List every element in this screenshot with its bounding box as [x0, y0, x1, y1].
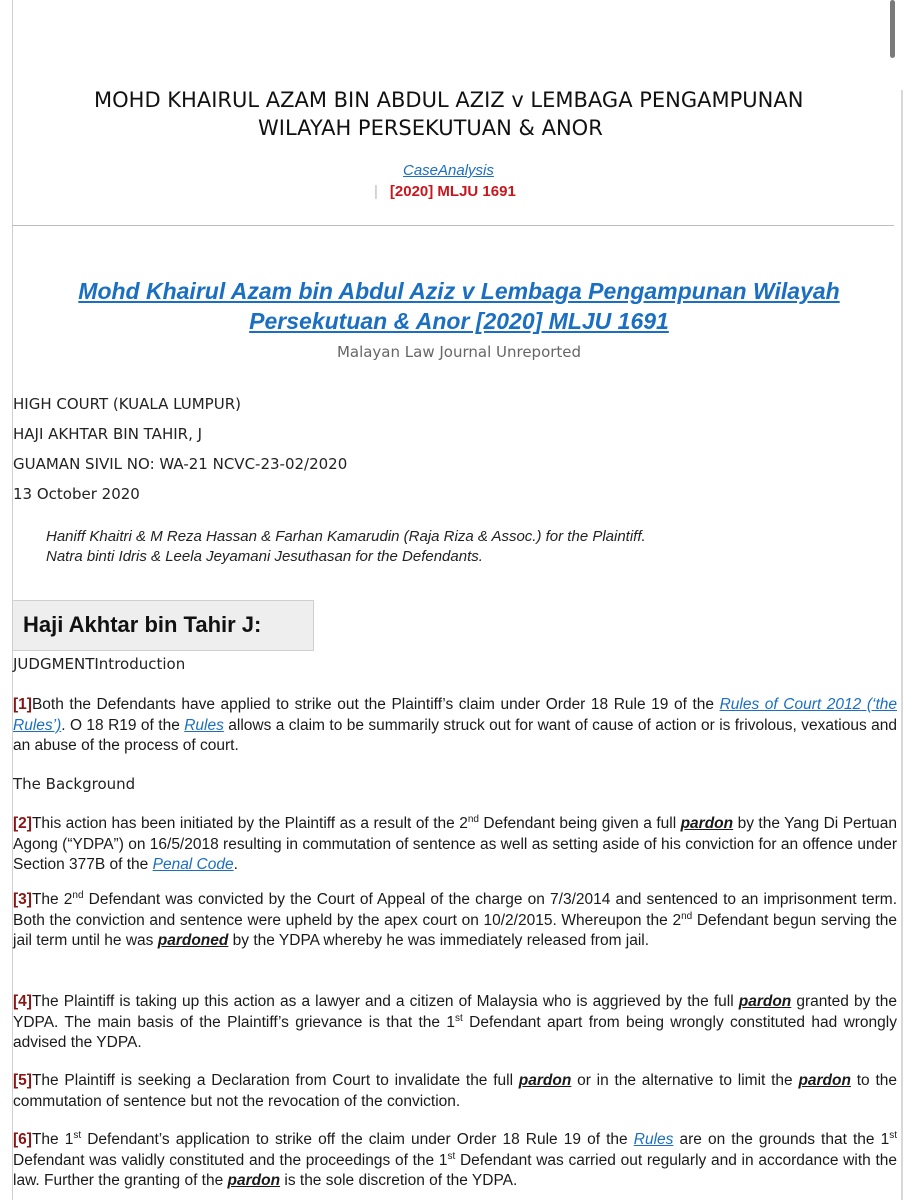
case-heading-link[interactable]	[12, 276, 903, 336]
scrollbar-thumb[interactable]	[890, 0, 895, 58]
paragraph-text: The 2	[31, 891, 73, 908]
keyword-highlight: pardon	[798, 1072, 851, 1089]
paragraph-text: .	[233, 856, 238, 873]
ordinal-suffix: st	[455, 1012, 463, 1024]
judge-heading-box	[12, 600, 314, 651]
keyword-highlight: pardoned	[157, 932, 229, 949]
paragraph-text: . O 18 R19 of the	[61, 716, 185, 734]
document-title-line1: MOHD KHAIRUL AZAM BIN ABDUL AZIZ v LEMBAGA PENGAMPUNAN	[94, 88, 804, 112]
keyword-highlight: pardon	[680, 815, 734, 832]
paragraph-number: [6]	[13, 1131, 32, 1148]
paragraph-text: Defendant was carried out regularly and in accordance with the law. Further the granting of the	[13, 1151, 897, 1189]
ordinal-suffix: st	[447, 1150, 456, 1162]
citation-separator: |	[374, 183, 378, 200]
paragraph-2	[13, 814, 897, 876]
case-heading-line2: Persekutuan & Anor [2020] MLJU 1691	[249, 308, 669, 334]
section-introduction: JUDGMENTIntroduction	[13, 655, 186, 673]
suit-number: GUAMAN SIVIL NO: WA-21 NCVC-23-02/2020	[13, 455, 348, 473]
paragraph-text: are on the grounds that the 1	[673, 1131, 890, 1148]
paragraph-text: granted by the YDPA. The main basis of the Plaintiff’s grievance is that the 1	[13, 993, 897, 1031]
paragraph-6	[13, 1130, 897, 1192]
paragraph-1	[13, 695, 897, 757]
paragraph-text: is the sole discretion of the YDPA.	[280, 1172, 518, 1189]
paragraph-text: Both the Defendants have applied to strike out the Plaintiff’s claim under Order 18 Rule 19 of the	[31, 696, 720, 713]
paragraph-number: [5]	[13, 1072, 32, 1089]
citation-text: [2020] MLJU 1691	[389, 183, 516, 200]
judge-name: HAJI AKHTAR BIN TAHIR, J	[13, 425, 203, 443]
paragraph-text: The Plaintiff is seeking a Declaration from Court to invalidate the full	[31, 1072, 519, 1089]
paragraph-text: Defendant apart from being wrongly constituted had wrongly advised the YDPA.	[13, 1013, 897, 1051]
judge-heading: Haji Akhtar bin Tahir J:	[23, 612, 262, 637]
section-background: The Background	[13, 775, 136, 793]
ordinal-suffix: st	[73, 1129, 82, 1141]
paragraph-text: This action has been initiated by the Plaintiff as a result of the 2	[31, 815, 468, 832]
judgment-date: 13 October 2020	[13, 485, 140, 503]
case-analysis-link[interactable]: CaseAnalysis	[403, 162, 494, 179]
paragraph-text: by the YDPA whereby he was immediately released from jail.	[228, 932, 650, 949]
ordinal-suffix: st	[889, 1129, 898, 1141]
document-title-line2: WILAYAH PERSEKUTUAN & ANOR	[258, 116, 603, 140]
counsel-defendants: Natra binti Idris & Leela Jeyamani Jesuthasan for the Defendants.	[46, 548, 483, 565]
paragraph-text: The Plaintiff is taking up this action as a lawyer and a citizen of Malaysia who is aggrieved by the full	[31, 993, 739, 1010]
court-name: HIGH COURT (KUALA LUMPUR)	[13, 395, 241, 413]
journal-name: Malayan Law Journal Unreported	[336, 343, 582, 361]
citation-line	[374, 183, 516, 200]
paragraph-text: allows a claim to be summarily struck out for want of cause of action or is frivolous, vexatious and an abuse of the process of court.	[13, 716, 897, 754]
rules-link[interactable]: Rules	[184, 716, 224, 734]
paragraph-number: [3]	[13, 891, 32, 908]
penal-code-link[interactable]: Penal Code	[152, 856, 234, 873]
rules-link[interactable]: Rules	[633, 1131, 674, 1148]
paragraph-4	[13, 992, 897, 1054]
keyword-highlight: pardon	[518, 1072, 572, 1089]
paragraph-text: Defendant begun serving the jail term until he was	[13, 911, 897, 949]
keyword-highlight: pardon	[227, 1172, 281, 1189]
paragraph-text: Defendant’s application to strike off the claim under Order 18 Rule 19 of the	[81, 1131, 634, 1148]
paragraph-text: by the Yang Di Pertuan Agong (“YDPA”) on 16/5/2018 resulting in commutation of sentence as well as setting aside of his conviction for an offence under Section 377B of the	[13, 815, 897, 873]
paragraph-text: Defendant was convicted by the Court of Appeal of the charge on 7/3/2014 and sentenced to an imprisonment term. Both the conviction and sentence were upheld by the apex court on 10/2/2015. Whereupon the 2	[13, 891, 898, 929]
keyword-highlight: pardon	[738, 993, 792, 1010]
document-title	[94, 86, 894, 142]
paragraph-text: or in the alternative to limit the	[571, 1072, 799, 1089]
paragraph-text: to the commutation of sentence but not the revocation of the conviction.	[13, 1072, 897, 1110]
ordinal-suffix: nd	[681, 910, 693, 922]
ordinal-suffix: nd	[72, 889, 84, 901]
paragraph-number: [4]	[13, 993, 32, 1010]
header-divider	[12, 225, 894, 226]
paragraph-number: [2]	[13, 815, 32, 832]
paragraph-3	[13, 890, 897, 952]
paragraph-text: The 1	[31, 1131, 74, 1148]
paragraph-5	[13, 1071, 897, 1112]
rules-of-court-link[interactable]: Rules of Court 2012 (‘the Rules’)	[13, 696, 897, 734]
case-heading-line1: Mohd Khairul Azam bin Abdul Aziz v Lembaga Pengampunan Wilayah	[78, 278, 840, 304]
counsel-plaintiff: Haniff Khaitri & M Reza Hassan & Farhan Kamarudin (Raja Riza & Assoc.) for the Plaintiff.	[46, 528, 646, 545]
paragraph-text: Defendant being given a full	[478, 815, 681, 832]
paragraph-number: [1]	[13, 696, 32, 713]
ordinal-suffix: nd	[467, 813, 479, 825]
paragraph-text: Defendant was validly constituted and the proceedings of the 1	[13, 1151, 448, 1169]
